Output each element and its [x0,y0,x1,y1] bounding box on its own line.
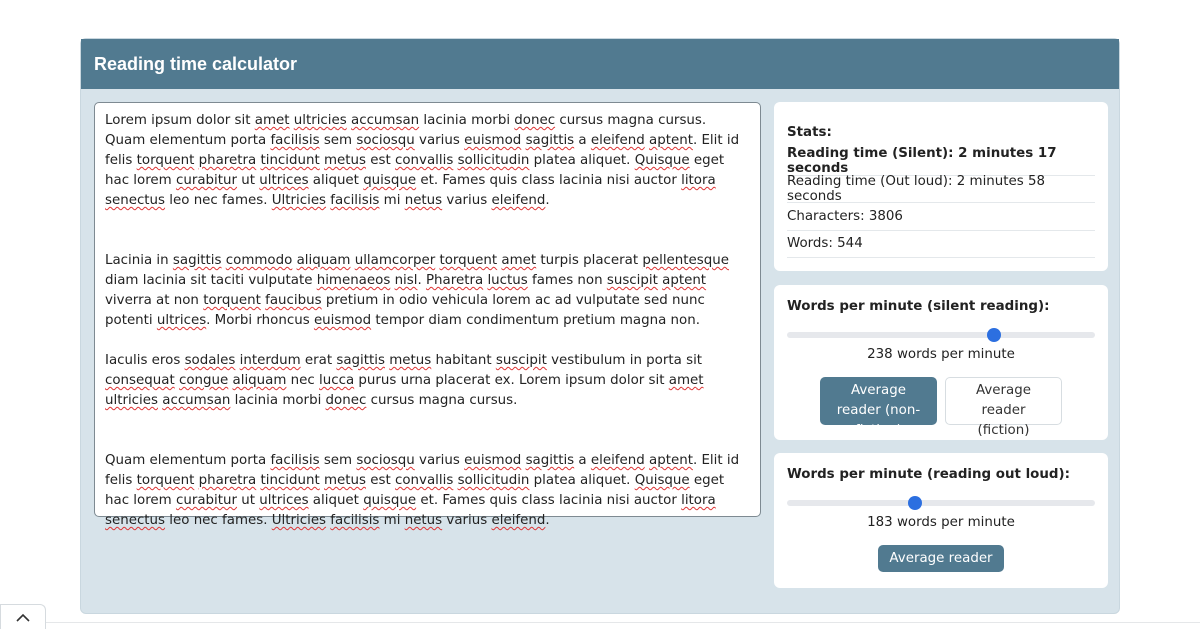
loud-wpm-value: 183 words per minute [867,515,1015,530]
misspelled-word: pharetra [198,473,257,488]
misspelled-word: aptent [649,133,693,148]
misspelled-word: himenaeos [316,273,391,288]
silent-wpm-label: Words per minute (silent reading): [787,299,1050,314]
misspelled-word: quisque [363,173,417,188]
misspelled-word: interdum [239,353,301,368]
text-segment: erat [300,353,337,368]
misspelled-word: ultricies [105,393,158,408]
misspelled-word: Quisque [634,153,690,168]
misspelled-word: netus [404,513,443,528]
misspelled-word: aptent [662,273,707,288]
misspelled-word: sagittis [336,353,385,368]
text-segment: sem [319,133,357,148]
misspelled-word: sagittis [172,253,222,268]
text-segment: a [574,453,591,468]
misspelled-word: metus [324,153,366,168]
stat-words: Words: 544 [787,231,1095,259]
misspelled-word: facilisis [330,513,380,528]
text-segment: viverra at non [105,293,204,308]
silent-wpm-panel [774,285,1108,440]
misspelled-word: sociosqu [356,453,415,468]
misspelled-word: amet [501,253,537,268]
misspelled-word: suscipit [495,353,547,368]
misspelled-word: torquent [136,473,195,488]
misspelled-word: ultrices [259,173,309,188]
misspelled-word: facilisis [330,193,380,208]
misspelled-word: sagittis [525,453,575,468]
text-segment: cursus magna cursus. [366,393,518,408]
misspelled-word: Ultricies [271,513,327,528]
text-segment: a [574,133,591,148]
misspelled-word: curabitur [175,493,238,508]
chevron-up-icon [16,613,30,622]
text-segment: Quam elementum porta [105,453,271,468]
misspelled-word: tincidunt [260,153,320,168]
collapse-toggle[interactable] [0,604,46,629]
misspelled-word: ultrices [259,493,309,508]
misspelled-word: torquent [439,253,498,268]
misspelled-word: metus [389,353,432,368]
misspelled-word: nisl [394,273,418,288]
misspelled-word: donec [325,393,367,408]
misspelled-word: sagittis [525,133,575,148]
text-segment: varius [414,133,465,148]
misspelled-word: ultrices [156,313,207,328]
misspelled-word: Ultricies [271,193,327,208]
average-reader-nonfiction-button[interactable]: Average reader (non-fiction) [820,377,937,425]
text-segment: . [545,193,550,208]
misspelled-word: Pharetra [425,273,484,288]
misspelled-word: sociosqu [356,133,415,148]
text-segment: . Elit id felis [105,453,740,488]
text-segment: lacinia morbi [230,393,326,408]
stats-title: Stats: [787,124,832,140]
text-segment: mi [379,193,405,208]
text-segment: leo nec fames. [165,513,272,528]
text-segment: . Elit id felis [105,133,740,168]
text-segment: leo nec fames. [165,193,272,208]
text-segment: vestibulum in porta sit [546,353,703,368]
misspelled-word: torquent [136,153,195,168]
text-segment: turpis placerat [536,253,643,268]
text-segment: habitant [431,353,496,368]
page-title: Reading time calculator [81,39,1119,89]
misspelled-word: ultricies [293,113,347,128]
text-segment: nec [286,373,320,388]
misspelled-word: senectus [105,513,166,528]
misspelled-word: euismod [464,133,522,148]
stat-reading-time-silent: Reading time (Silent): 2 minutes 17 seconds [787,148,1095,176]
average-reader-fiction-button[interactable]: Average reader (fiction) [945,377,1062,425]
text-segment: tempor diam condimentum pretium magna non. [371,313,700,328]
misspelled-word: eleifend [491,513,546,528]
misspelled-word: amet [668,373,704,388]
misspelled-word: consequat [105,373,175,388]
misspelled-word: donec [514,113,556,128]
misspelled-word: congue [178,373,229,388]
text-segment: diam lacinia sit taciti vulputate [105,273,317,288]
misspelled-word: lucca [319,373,355,388]
misspelled-word: tincidunt [260,473,320,488]
text-segment: platea aliquet. [529,153,635,168]
silent-wpm-slider[interactable] [787,323,1095,347]
text-segment: purus urna placerat ex. Lorem ipsum dolor sit [354,373,669,388]
misspelled-word: aliquam [232,373,287,388]
misspelled-word: aptent [649,453,693,468]
stats-panel [774,102,1108,271]
text-segment: Iaculis eros [105,353,185,368]
text-segment: Lorem ipsum dolor sit [105,113,255,128]
text-segment: aliquet [308,493,364,508]
misspelled-word: convallis [394,473,454,488]
misspelled-word: euismod [464,453,522,468]
calculator-card [80,38,1120,614]
text-input-area[interactable] [94,102,761,528]
text-segment: platea aliquet. [529,473,635,488]
text-paragraph [105,351,750,411]
text-segment: pretium in odio vehicula lorem ac ad vulputate sed nunc potenti [105,293,705,328]
misspelled-word: aliquam [296,253,351,268]
misspelled-word: accumsan [162,393,231,408]
text-segment: aliquet [308,173,364,188]
misspelled-word: commodo [225,253,293,268]
text-segment: . [545,513,550,528]
misspelled-word: litora [681,493,716,508]
misspelled-word: quisque [363,493,417,508]
text-segment: eget hac lorem [105,153,725,188]
average-reader-button[interactable]: Average reader [878,545,1003,572]
text-segment: fames non [527,273,607,288]
stat-reading-time-out-loud: Reading time (Out loud): 2 minutes 58 seconds [787,176,1095,204]
text-segment: lacinia morbi [419,113,515,128]
stat-characters: Characters: 3806 [787,203,1095,231]
text-segment: varius [442,513,492,528]
misspelled-word: pellentesque [642,253,729,268]
misspelled-word: metus [324,473,366,488]
misspelled-word: pharetra [198,153,257,168]
text-segment: . [417,273,426,288]
text-segment: est [366,473,395,488]
text-segment: et. Fames quis class lacinia nisi auctor [416,173,682,188]
loud-slider-thumb[interactable] [908,496,922,510]
text-segment: ut [237,173,260,188]
misspelled-word: Quisque [634,473,690,488]
text-segment: . Morbi rhoncus [206,313,314,328]
misspelled-word: faucibus [265,293,322,308]
text-segment: ut [237,493,260,508]
silent-wpm-value: 238 words per minute [867,347,1015,362]
text-segment: Lacinia in [105,253,173,268]
text-segment: est [366,153,395,168]
misspelled-word: euismod [313,313,372,328]
loud-slider-track[interactable] [787,500,1095,506]
text-segment: cursus magna cursus. Quam elementum porta [105,113,707,148]
misspelled-word: sollicitudin [457,473,530,488]
text-segment: mi [379,513,405,528]
text-paragraph [105,111,750,211]
misspelled-word: facilisis [270,133,320,148]
misspelled-word: suscipit [606,273,658,288]
misspelled-word: convallis [394,153,454,168]
misspelled-word: facilisis [270,453,320,468]
misspelled-word: netus [404,193,443,208]
loud-wpm-label: Words per minute (reading out loud): [787,467,1070,482]
misspelled-word: eleifend [590,133,645,148]
misspelled-word: luctus [487,273,528,288]
text-segment: sem [319,453,357,468]
misspelled-word: amet [254,113,290,128]
misspelled-word: sodales [184,353,236,368]
misspelled-word: ullamcorper [354,253,436,268]
text-paragraph [105,451,750,531]
misspelled-word: litora [681,173,716,188]
misspelled-word: accumsan [351,113,420,128]
silent-slider-thumb[interactable] [987,328,1001,342]
misspelled-word: curabitur [175,173,238,188]
loud-wpm-slider[interactable] [787,491,1095,515]
text-paragraph [105,251,750,331]
misspelled-word: sollicitudin [457,153,530,168]
divider [46,622,1200,623]
text-segment: varius [414,453,465,468]
loud-wpm-panel [774,453,1108,588]
text-segment: eget hac lorem [105,473,725,508]
misspelled-word: eleifend [491,193,546,208]
misspelled-word: torquent [203,293,261,308]
text-segment: varius [442,193,492,208]
misspelled-word: eleifend [590,453,645,468]
silent-slider-track[interactable] [787,332,1095,338]
misspelled-word: senectus [105,193,166,208]
text-segment: et. Fames quis class lacinia nisi auctor [416,493,682,508]
